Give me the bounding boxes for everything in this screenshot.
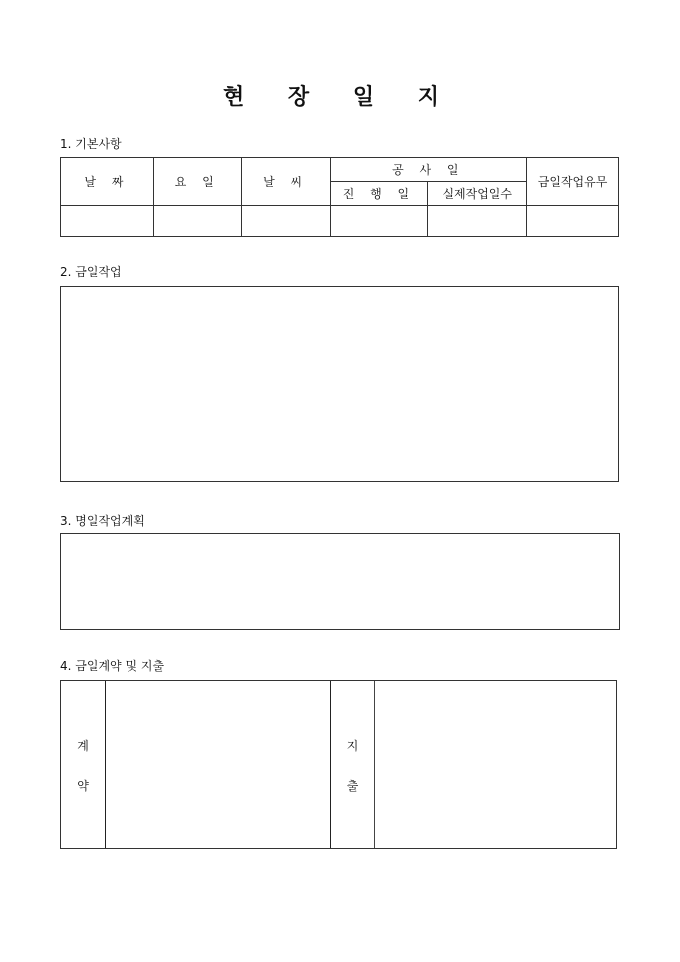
contract-label-1: 계 bbox=[77, 739, 89, 753]
expense-content[interactable] bbox=[375, 681, 616, 848]
header-work-today: 금일작업유무 bbox=[527, 158, 619, 206]
section-basic-info-label: 1. 기본사항 bbox=[60, 137, 122, 151]
weather-cell[interactable] bbox=[241, 206, 330, 237]
section-contract-expense-label: 4. 금일계약 및 지출 bbox=[60, 659, 165, 673]
header-construction-days: 공 사 일 bbox=[330, 158, 527, 182]
header-weekday: 요 일 bbox=[153, 158, 241, 206]
page-title: 현 장 일 지 bbox=[223, 84, 457, 110]
actual-work-days-cell[interactable] bbox=[428, 206, 527, 237]
contract-content[interactable] bbox=[106, 681, 330, 848]
basic-info-table bbox=[60, 157, 619, 237]
progress-day-cell[interactable] bbox=[330, 206, 428, 237]
contract-expense-table bbox=[60, 680, 617, 849]
section-today-work-label: 2. 금일작업 bbox=[60, 265, 122, 279]
header-actual-work-days: 실제작업일수 bbox=[428, 182, 527, 206]
weekday-cell[interactable] bbox=[153, 206, 241, 237]
contract-label-2: 약 bbox=[77, 779, 89, 793]
date-cell[interactable] bbox=[61, 206, 154, 237]
section-tomorrow-plan-label: 3. 명일작업계획 bbox=[60, 514, 145, 528]
work-today-cell[interactable] bbox=[527, 206, 619, 237]
expense-label-2: 출 bbox=[346, 779, 359, 793]
today-work-box[interactable] bbox=[60, 286, 619, 482]
tomorrow-plan-box[interactable] bbox=[60, 533, 620, 630]
header-progress-day: 진 행 일 bbox=[330, 182, 428, 206]
header-date: 날 짜 bbox=[61, 158, 154, 206]
header-weather: 날 씨 bbox=[241, 158, 330, 206]
expense-label-1: 지 bbox=[346, 739, 359, 753]
